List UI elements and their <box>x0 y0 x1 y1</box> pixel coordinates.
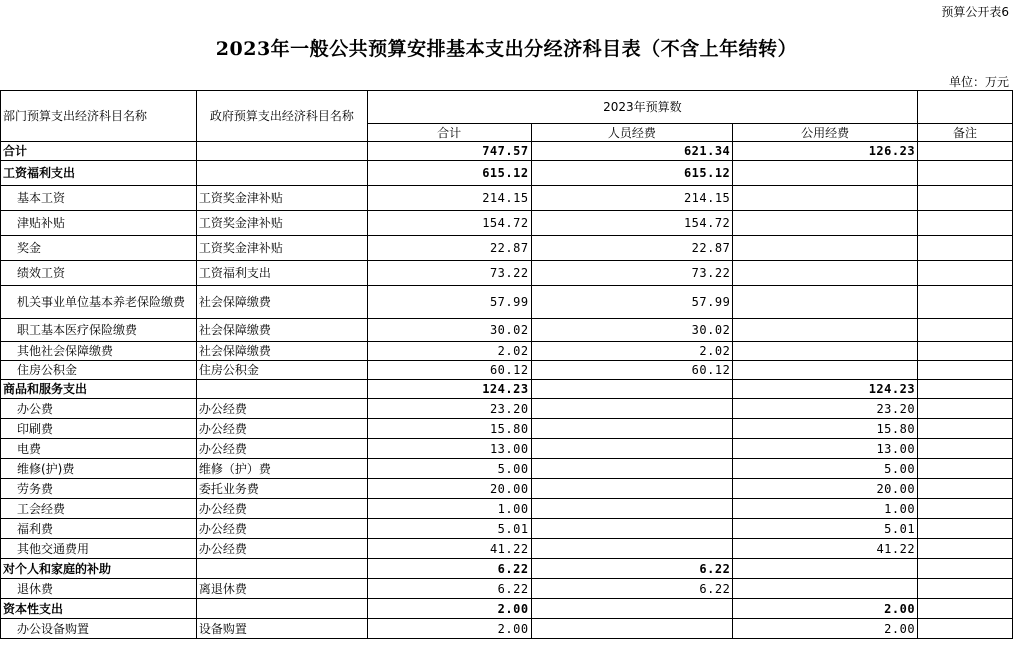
row-gov-name: 工资奖金津补贴 <box>196 236 367 261</box>
row-note <box>918 142 1013 161</box>
table-row <box>1 539 1013 559</box>
table-row <box>1 342 1013 361</box>
row-gov-name: 办公经费 <box>196 519 367 539</box>
row-note <box>918 519 1013 539</box>
table-row <box>1 519 1013 539</box>
row-total: 13.00 <box>367 439 531 459</box>
row-personnel <box>531 459 733 479</box>
table-row <box>1 380 1013 399</box>
table-body <box>1 142 1013 639</box>
row-public <box>733 211 918 236</box>
row-total: 23.20 <box>367 399 531 419</box>
row-personnel <box>531 539 733 559</box>
row-total: 2.00 <box>367 599 531 619</box>
header-note: 备注 <box>918 124 1013 142</box>
row-gov-name: 社会保障缴费 <box>196 342 367 361</box>
row-note <box>918 479 1013 499</box>
row-note <box>918 559 1013 579</box>
row-personnel <box>531 380 733 399</box>
table-row <box>1 142 1013 161</box>
row-public: 5.01 <box>733 519 918 539</box>
row-personnel: 621.34 <box>531 142 733 161</box>
row-note <box>918 439 1013 459</box>
table-row <box>1 499 1013 519</box>
row-total: 6.22 <box>367 579 531 599</box>
row-total: 5.00 <box>367 459 531 479</box>
row-gov-name: 办公经费 <box>196 439 367 459</box>
row-public <box>733 261 918 286</box>
row-gov-name <box>196 380 367 399</box>
budget-table <box>0 90 1013 639</box>
row-note <box>918 599 1013 619</box>
row-public <box>733 579 918 599</box>
row-dept-name: 津贴补贴 <box>1 211 197 236</box>
header-personnel: 人员经费 <box>531 124 733 142</box>
row-public: 15.80 <box>733 419 918 439</box>
row-gov-name: 住房公积金 <box>196 361 367 380</box>
row-public <box>733 319 918 342</box>
row-gov-name: 设备购置 <box>196 619 367 639</box>
row-note <box>918 161 1013 186</box>
row-gov-name: 办公经费 <box>196 399 367 419</box>
table-row <box>1 211 1013 236</box>
table-row <box>1 236 1013 261</box>
table-row <box>1 479 1013 499</box>
row-dept-name: 基本工资 <box>1 186 197 211</box>
row-note <box>918 499 1013 519</box>
row-note <box>918 211 1013 236</box>
row-gov-name: 社会保障缴费 <box>196 286 367 319</box>
row-note <box>918 539 1013 559</box>
row-gov-name: 维修（护）费 <box>196 459 367 479</box>
row-note <box>918 459 1013 479</box>
row-note <box>918 579 1013 599</box>
page-title: 2023年一般公共预算安排基本支出分经济科目表（不含上年结转） <box>215 38 798 60</box>
unit-label: 单位：万元 <box>948 75 1009 89</box>
row-gov-name: 社会保障缴费 <box>196 319 367 342</box>
row-total: 5.01 <box>367 519 531 539</box>
table-row <box>1 286 1013 319</box>
row-total: 6.22 <box>367 559 531 579</box>
row-gov-name: 委托业务费 <box>196 479 367 499</box>
row-dept-name: 工资福利支出 <box>1 161 197 186</box>
row-dept-name: 住房公积金 <box>1 361 197 380</box>
row-public: 2.00 <box>733 619 918 639</box>
row-dept-name: 其他社会保障缴费 <box>1 342 197 361</box>
row-total: 1.00 <box>367 499 531 519</box>
row-total: 41.22 <box>367 539 531 559</box>
row-personnel <box>531 519 733 539</box>
row-dept-name: 福利费 <box>1 519 197 539</box>
row-dept-name: 电费 <box>1 439 197 459</box>
table-row <box>1 186 1013 211</box>
row-note <box>918 361 1013 380</box>
row-note <box>918 186 1013 211</box>
row-note <box>918 261 1013 286</box>
table-row <box>1 559 1013 579</box>
row-gov-name: 办公经费 <box>196 419 367 439</box>
header-empty-cell <box>918 91 1013 124</box>
table-row <box>1 161 1013 186</box>
row-total: 60.12 <box>367 361 531 380</box>
row-personnel: 73.22 <box>531 261 733 286</box>
row-total: 2.00 <box>367 619 531 639</box>
row-note <box>918 286 1013 319</box>
row-dept-name: 印刷费 <box>1 419 197 439</box>
row-total: 57.99 <box>367 286 531 319</box>
row-public: 20.00 <box>733 479 918 499</box>
row-personnel <box>531 619 733 639</box>
row-public: 124.23 <box>733 380 918 399</box>
row-personnel: 2.02 <box>531 342 733 361</box>
row-public: 13.00 <box>733 439 918 459</box>
row-total: 73.22 <box>367 261 531 286</box>
row-public: 1.00 <box>733 499 918 519</box>
table-row <box>1 579 1013 599</box>
row-total: 2.02 <box>367 342 531 361</box>
row-public <box>733 286 918 319</box>
row-gov-name: 工资奖金津补贴 <box>196 186 367 211</box>
row-total: 214.15 <box>367 186 531 211</box>
row-gov-name: 办公经费 <box>196 539 367 559</box>
row-note <box>918 399 1013 419</box>
row-personnel <box>531 399 733 419</box>
header-public: 公用经费 <box>733 124 918 142</box>
row-personnel: 154.72 <box>531 211 733 236</box>
row-personnel <box>531 479 733 499</box>
table-row <box>1 361 1013 380</box>
row-dept-name: 合计 <box>1 142 197 161</box>
header-dept-name: 部门预算支出经济科目名称 <box>1 91 197 142</box>
row-public <box>733 559 918 579</box>
row-gov-name <box>196 142 367 161</box>
row-total: 615.12 <box>367 161 531 186</box>
row-total: 747.57 <box>367 142 531 161</box>
row-public <box>733 161 918 186</box>
row-personnel: 30.02 <box>531 319 733 342</box>
row-personnel: 615.12 <box>531 161 733 186</box>
table-row <box>1 419 1013 439</box>
row-dept-name: 资本性支出 <box>1 599 197 619</box>
header-total: 合计 <box>367 124 531 142</box>
row-gov-name <box>196 161 367 186</box>
row-dept-name: 职工基本医疗保险缴费 <box>1 319 197 342</box>
row-gov-name: 工资福利支出 <box>196 261 367 286</box>
row-gov-name: 工资奖金津补贴 <box>196 211 367 236</box>
row-public: 126.23 <box>733 142 918 161</box>
row-total: 30.02 <box>367 319 531 342</box>
row-public <box>733 236 918 261</box>
row-dept-name: 工会经费 <box>1 499 197 519</box>
row-dept-name: 商品和服务支出 <box>1 380 197 399</box>
row-personnel: 214.15 <box>531 186 733 211</box>
row-dept-name: 维修(护)费 <box>1 459 197 479</box>
row-gov-name <box>196 599 367 619</box>
row-dept-name: 绩效工资 <box>1 261 197 286</box>
row-note <box>918 342 1013 361</box>
row-dept-name: 办公设备购置 <box>1 619 197 639</box>
row-note <box>918 619 1013 639</box>
row-gov-name: 办公经费 <box>196 499 367 519</box>
table-row <box>1 459 1013 479</box>
row-public: 41.22 <box>733 539 918 559</box>
row-personnel: 6.22 <box>531 559 733 579</box>
row-dept-name: 对个人和家庭的补助 <box>1 559 197 579</box>
row-total: 20.00 <box>367 479 531 499</box>
row-public: 2.00 <box>733 599 918 619</box>
row-note <box>918 236 1013 261</box>
row-note <box>918 380 1013 399</box>
row-personnel: 22.87 <box>531 236 733 261</box>
row-public <box>733 342 918 361</box>
row-dept-name: 奖金 <box>1 236 197 261</box>
table-row <box>1 399 1013 419</box>
table-row <box>1 319 1013 342</box>
row-dept-name: 退休费 <box>1 579 197 599</box>
row-personnel: 57.99 <box>531 286 733 319</box>
row-personnel <box>531 599 733 619</box>
row-total: 15.80 <box>367 419 531 439</box>
row-dept-name: 其他交通费用 <box>1 539 197 559</box>
row-public: 5.00 <box>733 459 918 479</box>
table-row <box>1 261 1013 286</box>
row-public: 23.20 <box>733 399 918 419</box>
table-row <box>1 619 1013 639</box>
table-number-label: 预算公开表6 <box>941 5 1009 19</box>
row-personnel <box>531 419 733 439</box>
row-personnel <box>531 499 733 519</box>
row-gov-name <box>196 559 367 579</box>
row-dept-name: 办公费 <box>1 399 197 419</box>
row-total: 154.72 <box>367 211 531 236</box>
row-public <box>733 361 918 380</box>
header-budget: 2023年预算数 <box>367 91 917 124</box>
row-gov-name: 离退休费 <box>196 579 367 599</box>
row-dept-name: 机关事业单位基本养老保险缴费 <box>1 286 197 319</box>
table-row <box>1 599 1013 619</box>
row-public <box>733 186 918 211</box>
row-total: 22.87 <box>367 236 531 261</box>
row-dept-name: 劳务费 <box>1 479 197 499</box>
row-note <box>918 419 1013 439</box>
row-total: 124.23 <box>367 380 531 399</box>
table-row <box>1 439 1013 459</box>
header-gov-name: 政府预算支出经济科目名称 <box>196 91 367 142</box>
row-personnel: 6.22 <box>531 579 733 599</box>
row-personnel: 60.12 <box>531 361 733 380</box>
row-personnel <box>531 439 733 459</box>
row-note <box>918 319 1013 342</box>
